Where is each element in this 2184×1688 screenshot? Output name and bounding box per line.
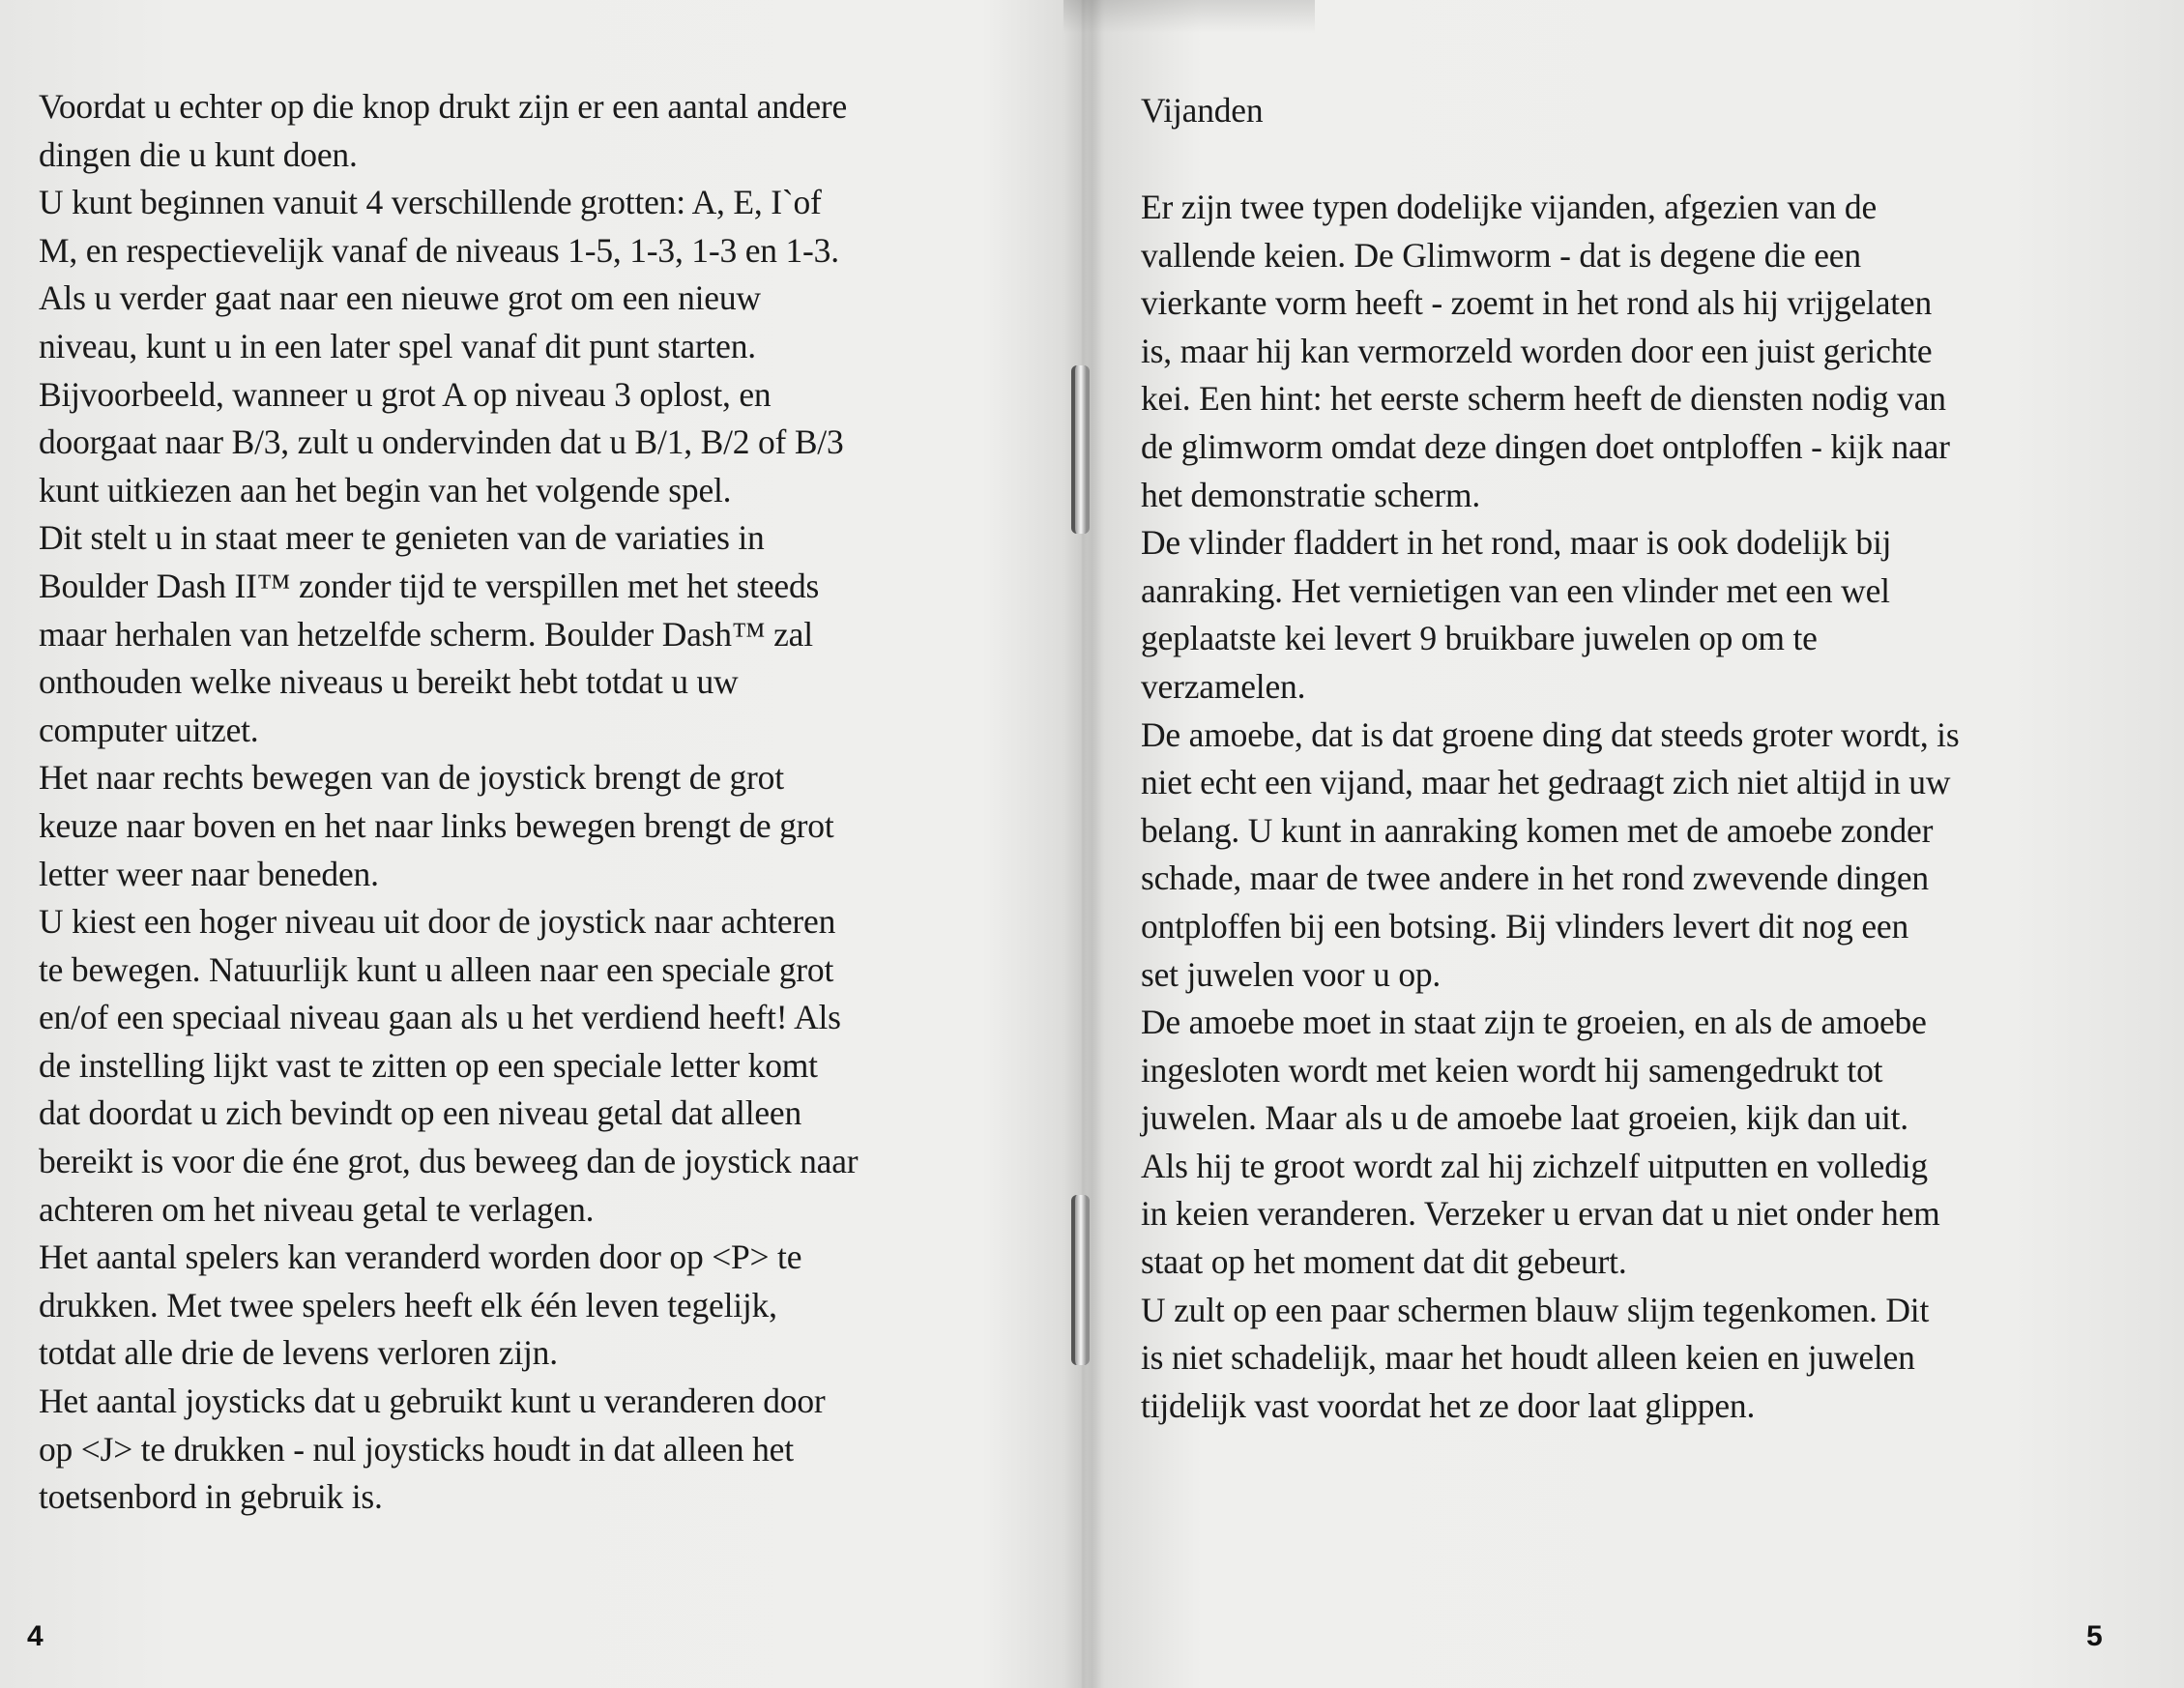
text-line: maar herhalen van hetzelfde scherm. Boulder Dash™ zal [39,614,813,654]
text-line: dingen die u kunt doen. [39,134,358,174]
text-line: is, maar hij kan vermorzeld worden door een juist gerichte [1141,331,1933,370]
text-line: computer uitzet. [39,710,259,749]
text-line: kunt uitkiezen aan het begin van het volgende spel. [39,470,732,509]
text-line: niveau, kunt u in een later spel vanaf dit punt starten. [39,326,756,365]
text-line: doorgaat naar B/3, zult u ondervinden dat u B/1, B/2 of B/3 [39,422,844,462]
text-line: Het aantal spelers kan veranderd worden door op <P> te [39,1237,802,1277]
bottom-staple [1071,1195,1090,1365]
left-page [0,0,1081,1688]
text-line: Het aantal joysticks dat u gebruikt kunt u veranderen door [39,1382,826,1421]
text-line: is niet schadelijk, maar het houdt alleen keien en juwelen [1141,1338,1915,1378]
right-page-body-text [1141,184,1959,1430]
text-line: vallende keien. De Glimworm - dat is degene die een [1141,235,1861,275]
text-line: de glimworm omdat deze dingen doet ontploffen - kijk naar [1141,426,1950,466]
top-staple [1071,365,1090,534]
text-line: staat op het moment dat dit gebeurt. [1141,1242,1627,1282]
text-line: bereikt is voor die éne grot, dus beweeg dan de joystick naar [39,1142,859,1181]
text-line: Bijvoorbeeld, wanneer u grot A op niveau 3 oplost, en [39,374,772,414]
text-line: De amoebe, dat is dat groene ding dat steeds groter wordt, is [1141,714,1960,754]
text-line: ontploffen bij een botsing. Bij vlinders levert dit nog een [1141,906,1909,946]
text-line: en/of een speciaal niveau gaan als u het verdiend heeft! Als [39,998,841,1037]
text-line: schade, maar de twee andere in het rond zwevende dingen [1141,859,1929,898]
text-line: op <J> te drukken - nul joysticks houdt in dat alleen het [39,1429,794,1469]
left-page-number: 4 [27,1620,44,1652]
text-line: Als u verder gaat naar een nieuwe grot om een nieuw [39,278,761,318]
text-line: Als hij te groot wordt zal hij zichzelf uitputten en volledig [1141,1146,1928,1185]
text-line: geplaatste kei levert 9 bruikbare juwelen op om te [1141,619,1818,658]
text-line: achteren om het niveau getal te verlagen. [39,1189,595,1229]
text-line: keuze naar boven en het naar links bewegen brengt de grot [39,805,834,845]
text-line: Voordat u echter op die knop drukt zijn er een aantal andere [39,87,848,126]
text-line: M, en respectievelijk vanaf de niveaus 1-5, 1-3, 1-3 en 1-3. [39,230,839,270]
text-line: aanraking. Het vernietigen van een vlinder met een wel [1141,570,1890,610]
text-line: Dit stelt u in staat meer te genieten van de variaties in [39,518,765,558]
text-line: Er zijn twee typen dodelijke vijanden, afgezien van de [1141,188,1878,226]
text-line: dat doordat u zich bevindt op een niveau getal dat alleen [39,1093,802,1133]
text-line: onthouden welke niveaus u bereikt hebt totdat u uw [39,662,739,702]
text-line: in keien veranderen. Verzeker u ervan dat u niet onder hem [1141,1194,1940,1234]
text-line: niet echt een vijand, maar het gedraagt zich niet altijd in uw [1141,763,1951,802]
text-line: De vlinder fladdert in het rond, maar is ook dodelijk bij [1141,523,1892,563]
text-line: kei. Een hint: het eerste scherm heeft de diensten nodig van [1141,379,1946,419]
text-line: Het naar rechts bewegen van de joystick brengt de grot [39,758,784,798]
text-line: letter weer naar beneden. [39,854,379,893]
text-line: totdat alle drie de levens verloren zijn. [39,1333,558,1373]
left-page-body-text [39,83,858,1522]
text-line: U kiest een hoger niveau uit door de joystick naar achteren [39,902,836,942]
text-line: U zult op een paar schermen blauw slijm tegenkomen. Dit [1141,1290,1930,1329]
text-line: het demonstratie scherm. [1141,475,1481,514]
text-line: ingesloten wordt met keien wordt hij samengedrukt tot [1141,1050,1883,1090]
section-heading-vijanden: Vijanden [1141,91,1264,130]
text-line: Boulder Dash II™ zonder tijd te verspillen met het steeds [39,566,820,605]
right-page [1081,0,2184,1688]
text-line: verzamelen. [1141,666,1306,706]
right-page-number: 5 [2086,1620,2103,1652]
text-line: set juwelen voor u op. [1141,954,1441,994]
text-line: tijdelijk vast voordat het ze door laat glippen. [1141,1385,1756,1425]
text-line: drukken. Met twee spelers heeft elk één leven tegelijk, [39,1285,777,1324]
text-line: toetsenbord in gebruik is. [39,1477,383,1517]
text-line: juwelen. Maar als u de amoebe laat groeien, kijk dan uit. [1141,1098,1908,1138]
text-line: vierkante vorm heeft - zoemt in het rond als hij vrijgelaten [1141,283,1933,323]
text-line: belang. U kunt in aanraking komen met de amoebe zonder [1141,810,1934,850]
text-line: de instelling lijkt vast te zitten op een speciale letter komt [39,1045,818,1085]
text-line: te bewegen. Natuurlijk kunt u alleen naar een speciale grot [39,949,834,989]
text-line: U kunt beginnen vanuit 4 verschillende grotten: A, E, I`of [39,183,822,222]
text-line: De amoebe moet in staat zijn te groeien, en als de amoebe [1141,1003,1927,1042]
